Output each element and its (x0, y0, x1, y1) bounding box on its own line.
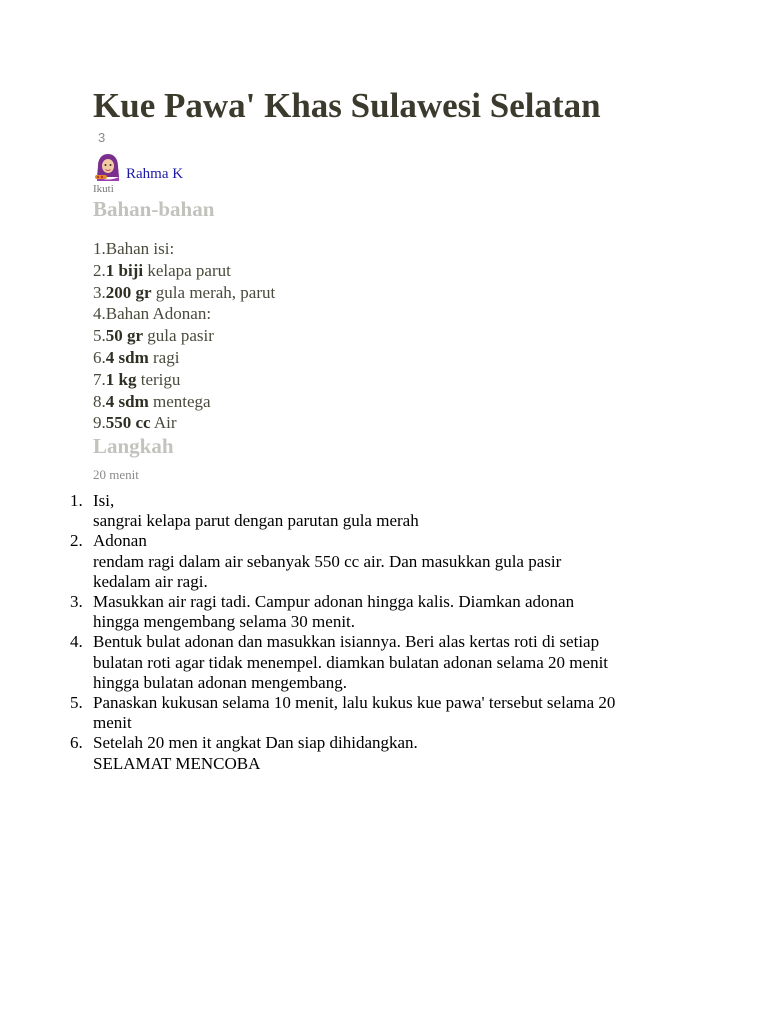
ingredient-number: 5. (93, 326, 106, 346)
ingredient-number: 1. (93, 239, 106, 258)
step-text: SELAMAT MENCOBA (93, 753, 261, 773)
steps-heading: Langkah (93, 434, 174, 458)
step-text: sangrai kelapa parut dengan parutan gula merah (93, 511, 419, 531)
step-text: kedalam air ragi. (93, 571, 208, 591)
step-item (0, 733, 700, 773)
step-item (0, 592, 700, 632)
ingredient-quantity: 200 gr (105, 282, 152, 302)
user-avatar-hijab-icon[interactable] (93, 151, 123, 183)
step-text: Bentuk bulat adonan dan masukkan isiannya. Beri alas kertas roti di setiap (93, 632, 600, 652)
ingredient-text: terigu (136, 369, 181, 389)
ingredient-text: Bahan isi: (105, 239, 175, 258)
step-text: Masukkan air ragi tadi. Campur adonan hingga kalis. Diamkan adonan (93, 592, 575, 612)
step-item (0, 531, 700, 592)
cooksnap-count: 3 (98, 130, 106, 145)
step-number: 2. (70, 531, 83, 551)
ingredient-number: 7. (93, 369, 106, 389)
step-number: 4. (70, 632, 83, 652)
step-text: hingga mengembang selama 30 menit. (93, 612, 356, 632)
ingredient-item (93, 260, 275, 282)
ingredient-quantity: 4 sdm (105, 391, 149, 411)
ingredient-item (93, 325, 275, 347)
ingredient-quantity: 1 kg (105, 369, 137, 389)
ingredient-item (93, 347, 275, 369)
ingredient-text: gula pasir (143, 326, 214, 346)
step-number: 1. (70, 491, 83, 510)
ingredient-text: mentega (148, 391, 211, 411)
cooking-duration: 20 menit (93, 467, 139, 482)
ingredient-number: 9. (93, 413, 106, 433)
step-number: 5. (70, 693, 83, 713)
follow-link[interactable]: Ikuti (93, 183, 114, 195)
ingredient-item (93, 369, 275, 391)
step-item (0, 491, 700, 531)
ingredient-number: 4. (93, 304, 106, 324)
step-item (0, 693, 700, 733)
ingredient-text: ragi (148, 347, 180, 367)
ingredients-list (93, 238, 275, 434)
author-name-link[interactable]: Rahma K (126, 166, 184, 182)
ingredient-quantity: 4 sdm (105, 347, 149, 367)
ingredient-item (93, 303, 275, 325)
ingredient-number: 6. (93, 347, 106, 367)
step-text: Setelah 20 men it angkat Dan siap dihidangkan. (93, 733, 418, 753)
ingredient-number: 8. (93, 391, 106, 411)
step-item (0, 632, 700, 693)
ingredient-text: Bahan Adonan: (105, 304, 212, 324)
ingredient-quantity: 50 gr (105, 326, 144, 346)
ingredient-text: kelapa parut (143, 260, 231, 280)
ingredient-item (93, 412, 275, 434)
steps-list (0, 491, 700, 774)
ingredient-quantity: 1 biji (105, 260, 144, 280)
step-text: rendam ragi dalam air sebanyak 550 cc air. Dan masukkan gula pasir (93, 551, 562, 571)
ingredient-item (93, 238, 275, 260)
ingredient-text: Air (150, 413, 177, 433)
ingredient-quantity: 550 cc (105, 413, 151, 433)
ingredients-heading: Bahan-bahan (93, 197, 215, 221)
ingredient-number: 2. (93, 260, 106, 280)
page-title: Kue Pawa' Khas Sulawesi Selatan (93, 86, 601, 125)
ingredient-item (93, 391, 275, 413)
step-number: 6. (70, 733, 83, 753)
step-text: menit (93, 713, 132, 733)
step-text: Adonan (93, 531, 147, 551)
ingredient-item (93, 282, 275, 304)
ingredient-text: gula merah, parut (151, 282, 276, 302)
step-text: bulatan roti agar tidak menempel. diamkan bulatan adonan selama 20 menit (93, 652, 609, 672)
step-number: 3. (70, 592, 83, 612)
ingredient-number: 3. (93, 282, 106, 302)
step-text: Isi, (93, 491, 115, 510)
step-text: hingga bulatan adonan mengembang. (93, 672, 347, 692)
step-text: Panaskan kukusan selama 10 menit, lalu kukus kue pawa' tersebut selama 20 (93, 693, 616, 713)
